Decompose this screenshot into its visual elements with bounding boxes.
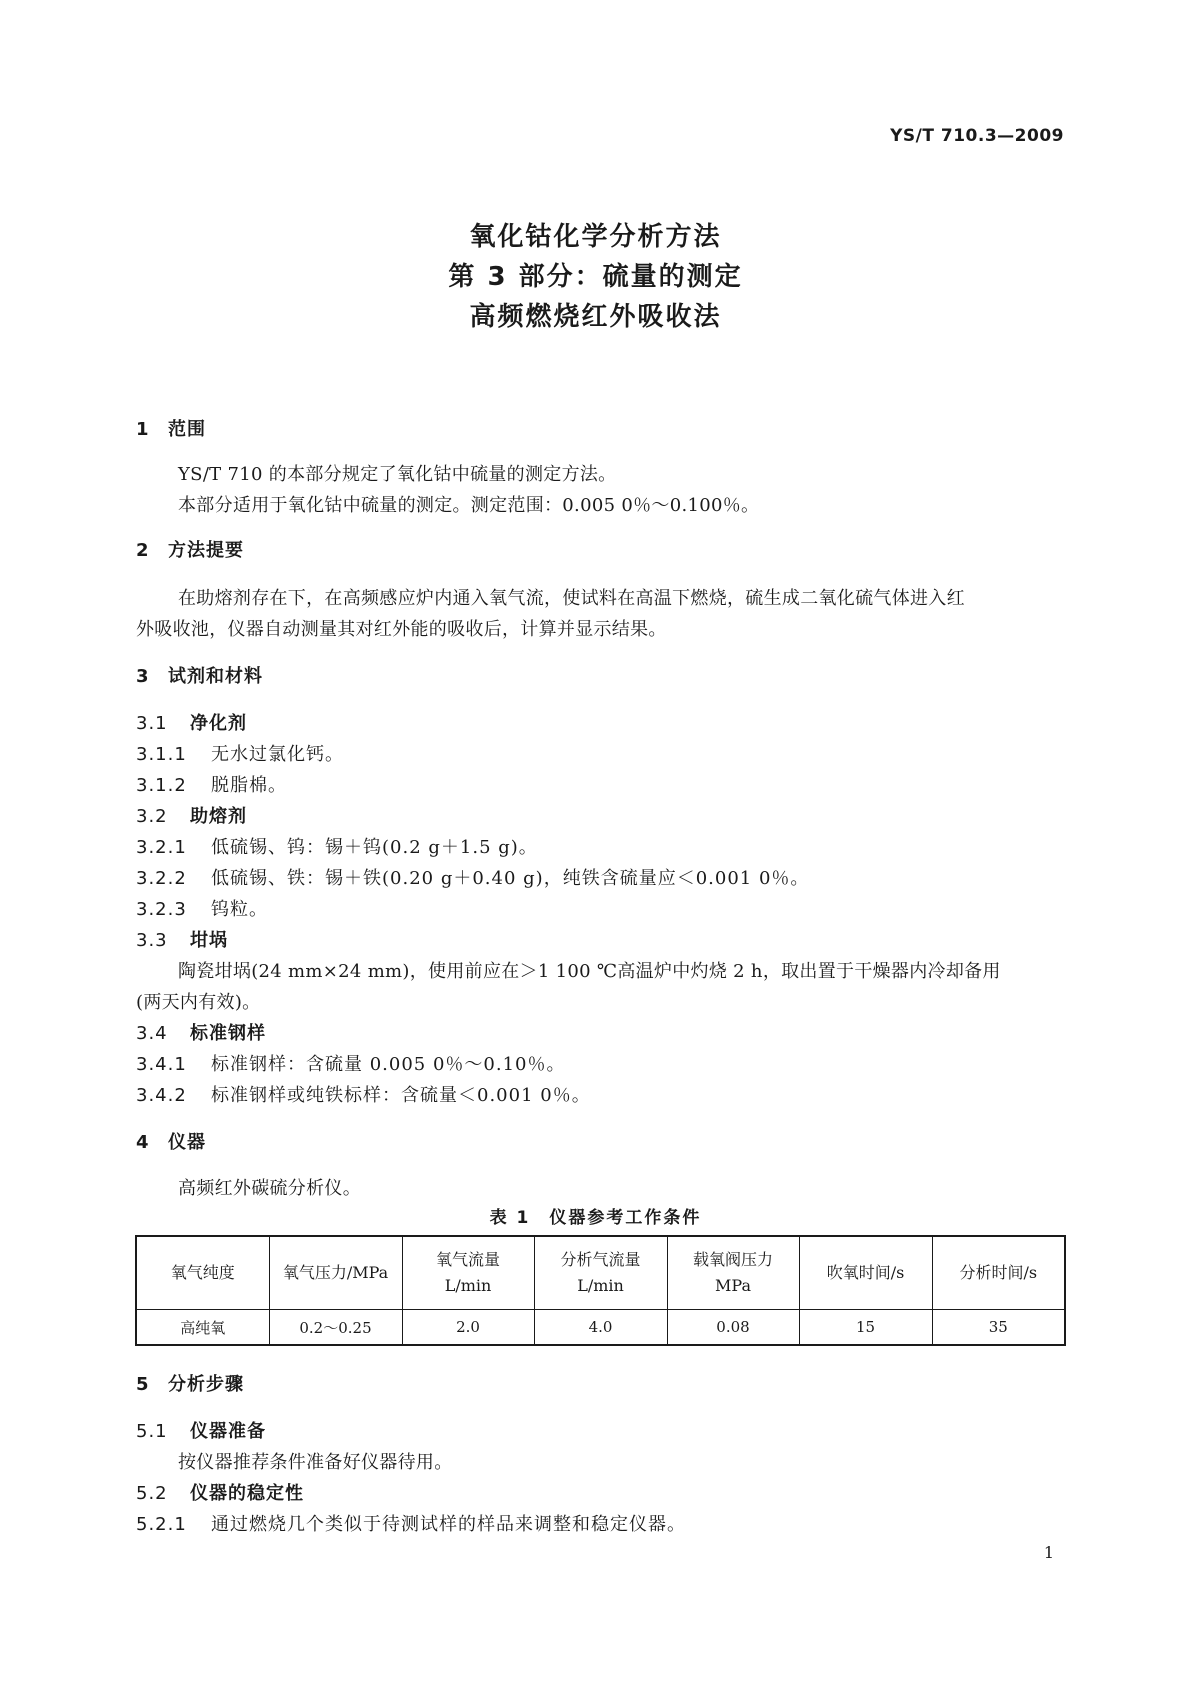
item-text: 标准钢样或纯铁标样：含硫量＜0.001 0％。: [211, 1085, 591, 1106]
table-header-cell: 分析气流量 L/min: [534, 1236, 667, 1310]
standard-number: YS/T 710.3—2009: [890, 126, 1064, 146]
item-number: 3.1.1: [136, 744, 187, 765]
section-2-heading: [136, 538, 244, 564]
subsection-number: 3.1: [136, 713, 168, 734]
subsection-title: 净化剂: [190, 713, 247, 734]
item-number: 5.2.1: [136, 1514, 187, 1535]
subsection-3-3: [136, 928, 228, 954]
item-text: 脱脂棉。: [211, 775, 287, 796]
paragraph: 外吸收池，仪器自动测量其对红外能的吸收后，计算并显示结果。: [136, 619, 667, 640]
section-1-heading: [136, 417, 206, 443]
subsection-number: 3.2: [136, 806, 168, 827]
section-title: 试剂和材料: [168, 666, 263, 687]
section-4-heading: [136, 1130, 206, 1156]
section-number: 5: [136, 1374, 150, 1395]
table-cell: 15: [799, 1310, 932, 1346]
subsection-3-1: [136, 711, 247, 737]
subsection-number: 3.3: [136, 930, 168, 951]
item-3-2-3: [136, 897, 268, 923]
instrument-conditions-table: [135, 1235, 1066, 1346]
subsection-number: 5.1: [136, 1421, 168, 1442]
table-row: [136, 1310, 1065, 1346]
item-text: 低硫锡、钨：锡＋钨(0.2 g＋1.5 g)。: [211, 837, 538, 858]
section-title: 分析步骤: [168, 1374, 244, 1395]
item-text: 钨粒。: [211, 899, 268, 920]
item-3-1-1: [136, 742, 344, 768]
paragraph: 在助熔剂存在下，在高频感应炉内通入氧气流，使试料在高温下燃烧，硫生成二氧化硫气体进入红: [178, 588, 965, 609]
section-title: 范围: [168, 419, 206, 440]
item-number: 3.4.1: [136, 1054, 187, 1075]
item-3-4-1: [136, 1052, 566, 1078]
table-header-cell: 氧气流量 L/min: [402, 1236, 534, 1310]
table-cell: 0.08: [667, 1310, 799, 1346]
section-number: 3: [136, 666, 150, 687]
section-number: 4: [136, 1132, 150, 1153]
table-header-cell: 氧气压力/MPa: [269, 1236, 402, 1310]
item-number: 3.2.2: [136, 868, 187, 889]
item-3-4-2: [136, 1083, 591, 1109]
item-text: 标准钢样：含硫量 0.005 0％～0.10％。: [211, 1054, 566, 1075]
subsection-title: 仪器准备: [190, 1421, 266, 1442]
table-header-cell: 氧气纯度: [136, 1236, 269, 1310]
table-cell: 2.0: [402, 1310, 534, 1346]
item-3-1-2: [136, 773, 287, 799]
item-5-2-1: [136, 1512, 686, 1538]
subsection-title: 标准钢样: [190, 1023, 266, 1044]
table-cell: 0.2～0.25: [269, 1310, 402, 1346]
section-number: 2: [136, 540, 150, 561]
paragraph: 陶瓷坩埚(24 mm×24 mm)，使用前应在＞1 100 ℃高温炉中灼烧 2 h，取出置于干燥器内冷却备用: [178, 961, 1001, 982]
subsection-title: 坩埚: [190, 930, 228, 951]
subsection-title: 仪器的稳定性: [190, 1483, 304, 1504]
table-cell: 高纯氧: [136, 1310, 269, 1346]
subsection-3-2: [136, 804, 247, 830]
subsection-title: 助熔剂: [190, 806, 247, 827]
section-3-heading: [136, 664, 263, 690]
table-header-cell: 吹氧时间/s: [799, 1236, 932, 1310]
paragraph: 按仪器推荐条件准备好仪器待用。: [178, 1452, 453, 1473]
paragraph: 本部分适用于氧化钴中硫量的测定。测定范围：0.005 0％～0.100％。: [178, 495, 760, 516]
page-number: 1: [1043, 1543, 1054, 1562]
item-text: 通过燃烧几个类似于待测试样的样品来调整和稳定仪器。: [211, 1514, 686, 1535]
table-caption: 表 1 仪器参考工作条件: [489, 1208, 702, 1228]
item-3-2-1: [136, 835, 538, 861]
section-title: 仪器: [168, 1132, 206, 1153]
table-header-cell: 载氧阀压力 MPa: [667, 1236, 799, 1310]
item-text: 无水过氯化钙。: [211, 744, 344, 765]
table-cell: 4.0: [534, 1310, 667, 1346]
item-number: 3.1.2: [136, 775, 187, 796]
table-header-cell: 分析时间/s: [932, 1236, 1065, 1310]
subsection-5-2: [136, 1481, 304, 1507]
table-header-row: [136, 1236, 1065, 1310]
item-number: 3.4.2: [136, 1085, 187, 1106]
document-title-line1: 氧化钴化学分析方法: [469, 222, 722, 252]
document-title-line3: 高频燃烧红外吸收法: [469, 302, 722, 332]
document-title-line2: 第 3 部分：硫量的测定: [448, 262, 743, 292]
section-5-heading: [136, 1372, 244, 1398]
table-cell: 35: [932, 1310, 1065, 1346]
item-number: 3.2.3: [136, 899, 187, 920]
item-number: 3.2.1: [136, 837, 187, 858]
section-number: 1: [136, 419, 150, 440]
paragraph: (两天内有效)。: [136, 992, 261, 1013]
subsection-3-4: [136, 1021, 266, 1047]
section-title: 方法提要: [168, 540, 244, 561]
subsection-number: 5.2: [136, 1483, 168, 1504]
item-3-2-2: [136, 866, 809, 892]
subsection-5-1: [136, 1419, 266, 1445]
paragraph: YS/T 710 的本部分规定了氧化钴中硫量的测定方法。: [178, 464, 617, 485]
item-text: 低硫锡、铁：锡＋铁(0.20 g＋0.40 g)，纯铁含硫量应＜0.001 0％。: [211, 868, 810, 889]
paragraph: 高频红外碳硫分析仪。: [178, 1178, 361, 1199]
subsection-number: 3.4: [136, 1023, 168, 1044]
